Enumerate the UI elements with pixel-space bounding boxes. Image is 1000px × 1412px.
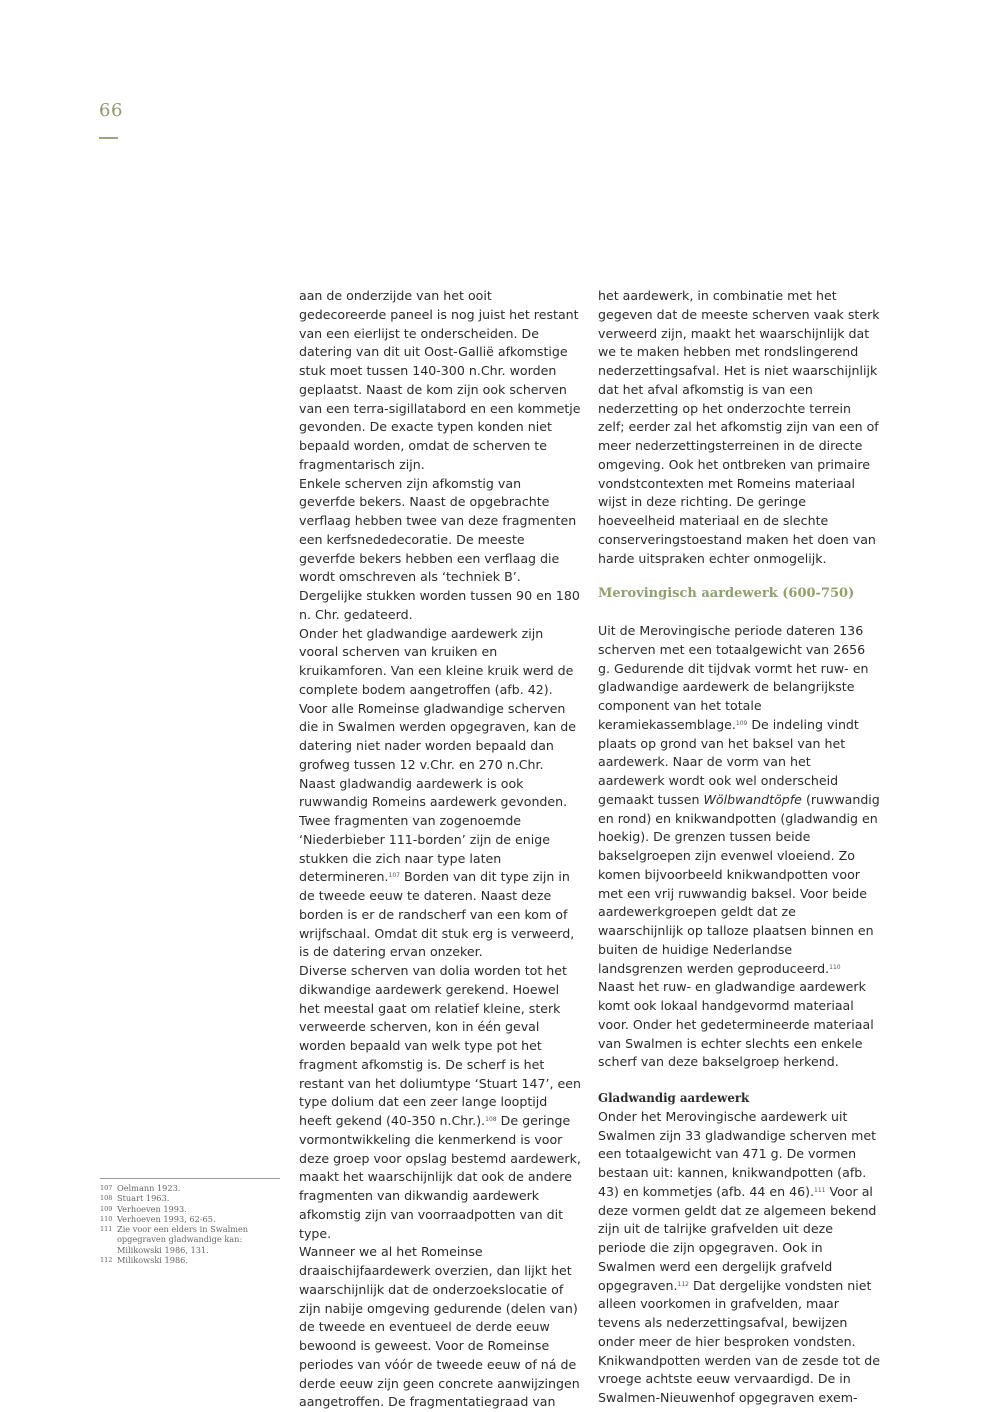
- footnote-text: Verhoeven 1993.: [117, 1203, 187, 1214]
- footnote-number: 108: [100, 1194, 113, 1203]
- footnote-number: 111: [100, 1225, 113, 1234]
- subheading: Gladwandig aardewerk: [598, 1091, 750, 1105]
- footnote-ref: 107: [388, 872, 400, 880]
- footnote-ref: 108: [485, 1116, 497, 1123]
- footnotes: [100, 1183, 280, 1265]
- text-run: Diverse scherven van dolia worden tot het dikwandige aardewerk gerekend. Hoewel het meestal gaat om relatief kleine, sterk verweerde scherven, kon in één geval worden bepaald van welk type pot het fragment afkomstig is. De scherf is het restant van het doliumtype ‘Stuart 147’, een type dolium dat een zeer lange looptijd heeft gekend (40-350 n.Chr.).: [299, 963, 581, 1128]
- footnote-number: 107: [100, 1184, 113, 1192]
- footnote: [100, 1214, 280, 1224]
- text-run: Uit de Merovingische periode dateren 136 scherven met een totaalgewicht van 2656 g. Gedurende dit tijdvak vormt het ruw- en gladwandige aardewerk de belangrijkste component van het totale keramiekassemblage.: [598, 623, 869, 732]
- text-run: Naast het ruw- en gladwandige aardewerk komt ook lokaal handgevormd materiaal voor. Onder het gedetermineerde materiaal van Swalmen is echter slechts een enkele scherf van deze bakselgroep herkend.: [598, 979, 874, 1070]
- footnote-divider: [100, 1178, 280, 1179]
- footnote-text: Oelmann 1923.: [117, 1183, 181, 1193]
- text-run: Voor al deze vormen geldt dat ze algemeen bekend zijn uit de talrijke grafvelden uit deze periode die zijn opgegraven. Ook in Swalmen werd een dergelijk grafveld opgegraven.: [598, 1183, 877, 1293]
- paragraph: [299, 962, 581, 1243]
- footnote: [100, 1193, 280, 1203]
- text-run: Dat dergelijke vondsten niet alleen voorkomen in grafvelden, maar tevens als nederzettingsafval, bewijzen onder meer de hier besproken vondsten. Knikwandpotten werden van de zesde tot de vroege achtste eeuw vervaardigd. De in Swalmen-Nieuwenhof opgegraven exem-: [598, 1277, 880, 1405]
- footnote-text: Stuart 1963.: [117, 1193, 170, 1204]
- footnote: [100, 1183, 280, 1193]
- paragraph: Enkele scherven zijn afkomstig van geverfde bekers. Naast de opgebrachte verflaag hebben twee van deze fragmenten een kerfsnededecoratie. De meeste geverfde bekers hebben een verflaag die wordt omschreven als ‘techniek B’. Dergelijke stukken worden tussen 90 en 180 n. Chr. gedateerd.: [299, 475, 580, 622]
- footnote-ref: 109: [735, 719, 748, 727]
- paragraph: [598, 1108, 880, 1408]
- text-run: Naast gladwandig aardewerk is ook ruwwandig Romeins aardewerk gevonden. Twee fragmenten van zogenoemde ‘Niederbieber 111-borden’ zijn de enige stukken die zich naar type laten determineren.: [299, 775, 568, 885]
- footnote-ref: 112: [677, 1280, 689, 1288]
- page-number-rule: [99, 137, 118, 139]
- footnote-text: Milikowski 1986.: [117, 1255, 188, 1266]
- text-run: Borden van dit type zijn in de tweede eeuw te dateren. Naast deze borden is er de randscherf van een kom of wrijfschaal. Omdat dit stuk erg is verweerd, is de datering ervan onzeker.: [299, 869, 575, 960]
- footnote-number: 110: [100, 1214, 113, 1223]
- footnote-number: 109: [100, 1204, 113, 1213]
- section-heading: Merovingisch aardewerk (600-750): [598, 586, 855, 602]
- footnote: [100, 1255, 280, 1265]
- text-run: Onder het Merovingische aardewerk uit Swalmen zijn 33 gladwandige scherven met een totaalgewicht van 471 g. De vormen bestaan uit: kannen, knikwandpotten (afb. 43) en kommetjes (afb. 44 en 46).: [598, 1108, 877, 1199]
- right-text-column: [598, 287, 880, 1408]
- left-text-column: [299, 287, 581, 1412]
- footnote-text: Verhoeven 1993, 62-65.: [117, 1213, 216, 1224]
- text-run: (ruwwandig en rond) en knikwandpotten (gladwandig en hoekig). De grenzen tussen beide bakselgroepen zijn evenwel vloeiend. Zo komen bijvoorbeeld knikwandpotten voor met een vrij ruwwandig baksel. Voor beide aardewerkgroepen geldt dat ze waarschijnlijk op talloze plaatsen binnen en buiten de huidige Nederlandse landsgrenzen werden geproduceerd.: [598, 791, 880, 976]
- paragraph: [598, 622, 880, 1072]
- text-run: De geringe vormontwikkeling die kenmerkend is voor deze groep voor opslag bestemd aardewerk, maakt het waarschijnlijk dat ook de andere fragmenten van dikwandig aardewerk afkomstig zijn van voorraadpotten van dit type.: [299, 1113, 581, 1241]
- footnote-ref: 111: [814, 1186, 826, 1194]
- footnote: [100, 1224, 280, 1255]
- footnote: [100, 1204, 280, 1214]
- paragraph: Wanneer we al het Romeinse draaischijfaardewerk overzien, dan lijkt het waarschijnlijk dat de onderzoekslocatie of zijn nabije omgeving gedurende (delen van) de tweede en eventueel de derde eeuw bewoond is geweest. Voor de Romeinse periodes van vóór de tweede eeuw of ná de derde eeuw zijn geen concrete aanwijzingen aangetroffen. De fragmentatiegraad van: [299, 1244, 580, 1410]
- paragraph: Onder het gladwandige aardewerk zijn vooral scherven van kruiken en kruikamforen. Van een kleine kruik werd de complete bodem aangetroffen (afb. 42). Voor alle Romeinse gladwandige scherven die in Swalmen werden opgegraven, kan de datering niet nader worden bepaald dan grofweg tussen 12 v.Chr. en 270 n.Chr.: [299, 625, 577, 772]
- footnote-text: Zie voor een elders in Swalmen opgegraven gladwandige kan: Milikowski 1986, 131.: [117, 1224, 249, 1255]
- paragraph: [299, 775, 581, 963]
- text-run: De indeling vindt plaats op grond van het baksel van het aardewerk. Naar de vorm van het aardewerk wordt ook wel onderscheid gemaakt tussen: [598, 716, 859, 807]
- paragraph: het aardewerk, in combinatie met het gegeven dat de meeste scherven vaak sterk verweerd zijn, maakt het waarschijnlijk dat we te maken hebben met rondslingerend nederzettingsafval. Het is niet waarschijnlijk dat het afval afkomstig is van een nederzetting op het onderzochte terrein zelf; eerder zal het afkomstig zijn van een of meer nederzettingsterreinen in de directe omgeving. Ook het ontbreken van primaire vondstcontexten met Romeins materiaal wijst in deze richting. De geringe hoeveelheid materiaal en de slechte conserveringstoestand maken het doen van harde uitspraken echter onmogelijk.: [598, 288, 880, 566]
- page-number: 66: [99, 100, 123, 121]
- footnote-ref: 110: [829, 963, 841, 971]
- paragraph: aan de onderzijde van het ooit gedecoreerde paneel is nog juist het restant van een eierlijst te onderscheiden. De datering van dit uit Oost-Gallië afkomstige stuk moet tussen 140-300 n.Chr. worden geplaatst. Naast de kom zijn ook scherven van een terra-sigillatabord en een kommetje gevonden. De exacte typen konden niet bepaald worden, omdat de scherven te fragmentarisch zijn.: [299, 288, 581, 472]
- footnote-number: 112: [100, 1256, 113, 1265]
- italic-term: Wölbwandtöpfe: [703, 791, 802, 807]
